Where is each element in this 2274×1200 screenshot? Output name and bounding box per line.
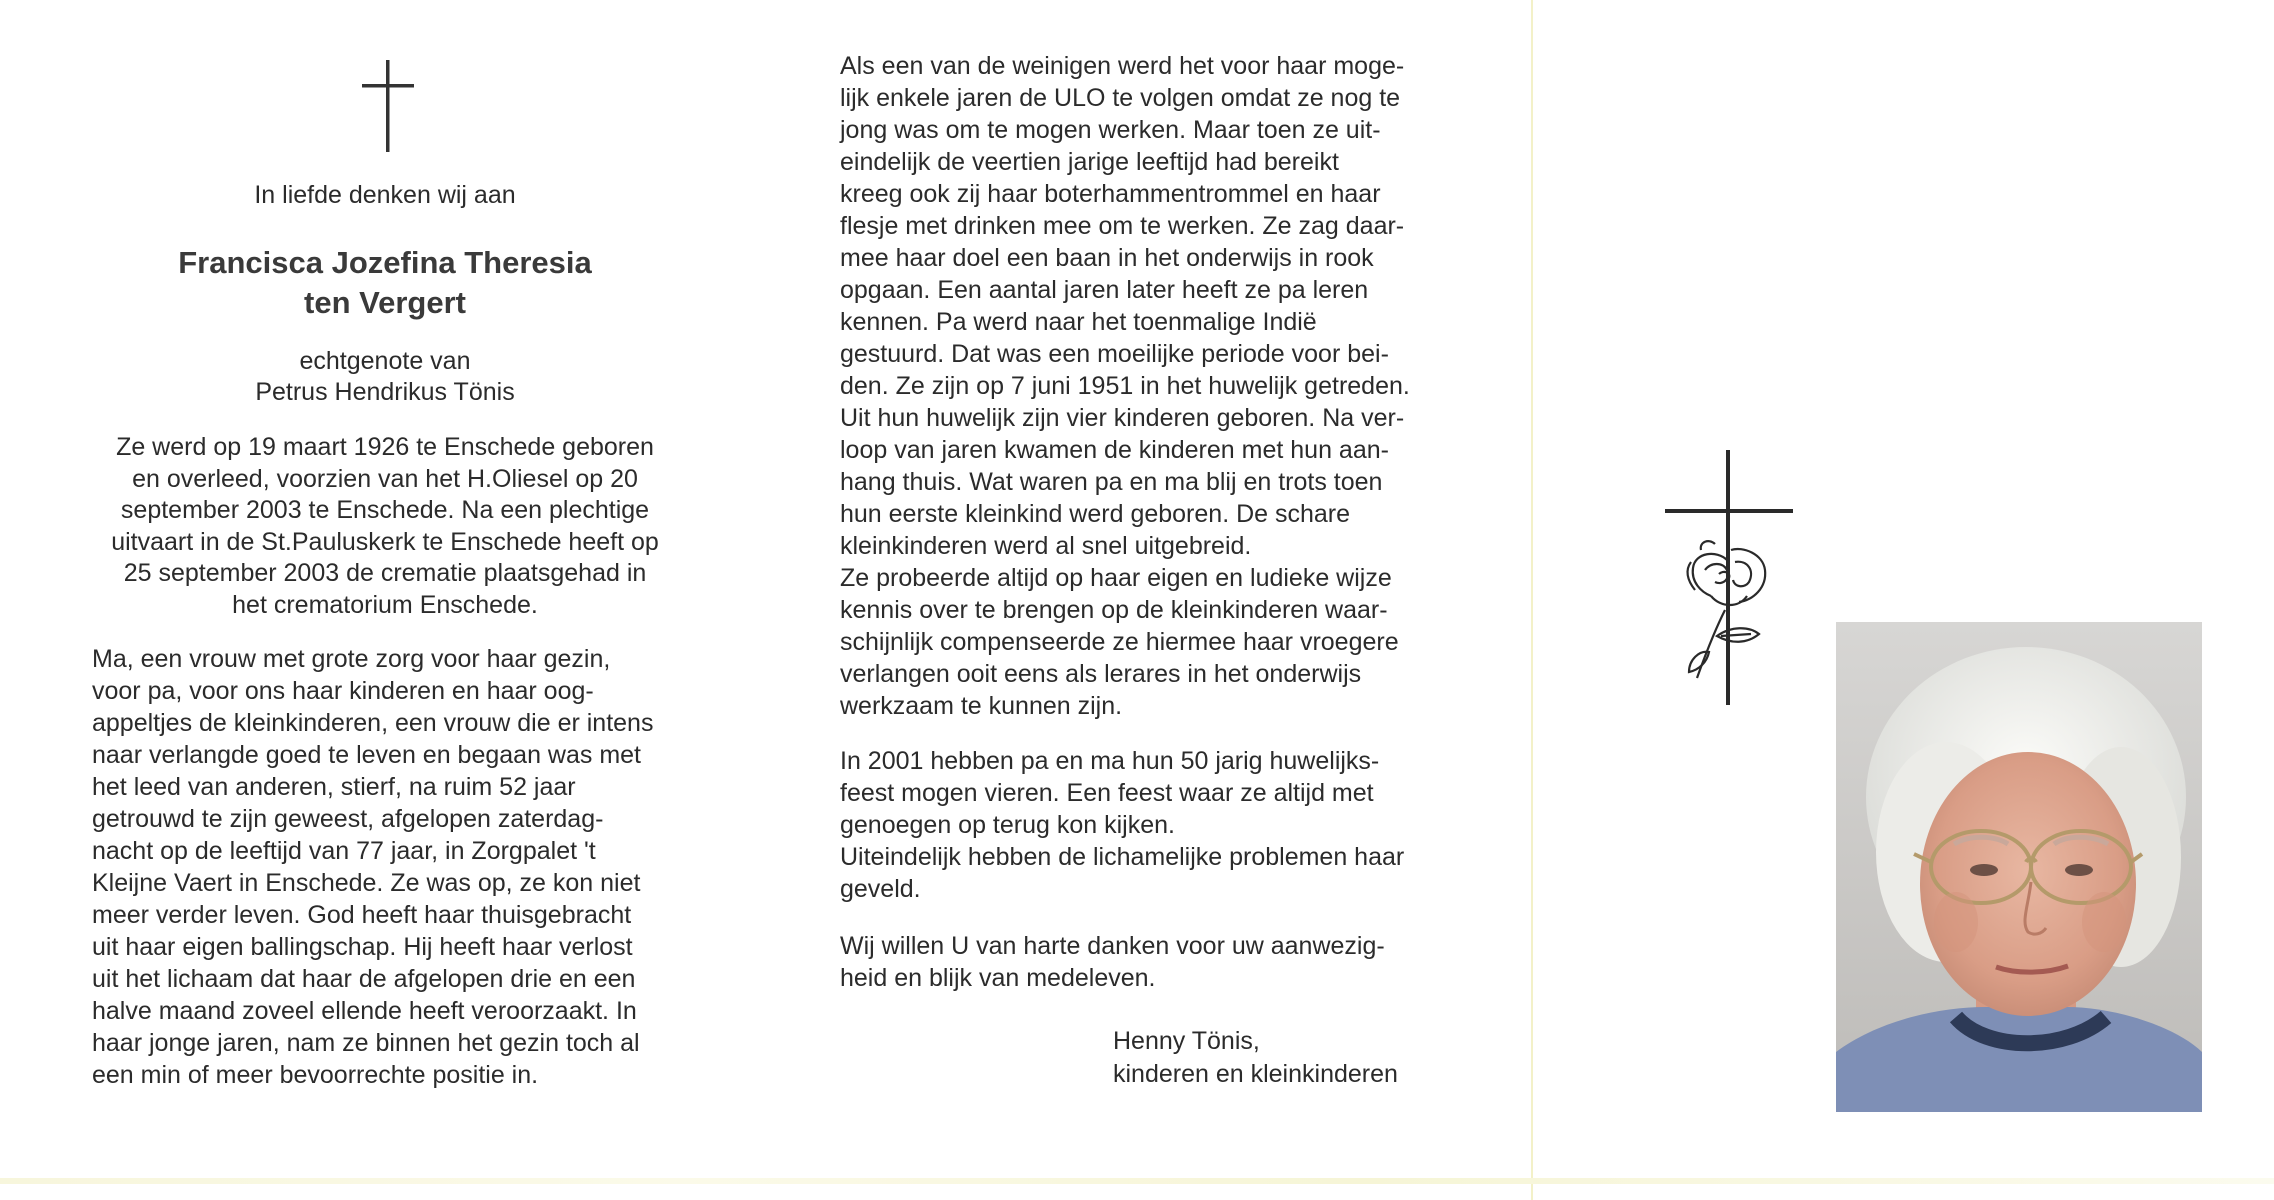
thanks-paragraph bbox=[840, 930, 1434, 994]
text-line: geveld. bbox=[840, 875, 921, 903]
text-line: 25 september 2003 de crematie plaatsgehad in bbox=[123, 559, 647, 587]
signature-name: Henny Tönis, bbox=[1113, 1027, 1260, 1055]
text-line: uitvaart in de St.Pauluskerk te Enschede heeft op bbox=[111, 527, 659, 556]
cross-with-rose-icon bbox=[1665, 450, 1795, 710]
spouse-block bbox=[80, 346, 690, 408]
text-line: voor pa, voor ons haar kinderen en haar oog- bbox=[92, 677, 594, 705]
portrait-illustration bbox=[1836, 622, 2202, 1112]
cross-icon bbox=[360, 58, 416, 154]
text-line: Ma, een vrouw met grote zorg voor haar gezin, bbox=[92, 645, 611, 673]
text-line: den. Ze zijn op 7 juni 1951 in het huwelijk getreden. bbox=[840, 372, 1410, 400]
text-line: naar verlangde goed te leven en begaan was met bbox=[92, 741, 641, 769]
deceased-name-line: Francisca Jozefina Theresia bbox=[178, 245, 592, 280]
deceased-name bbox=[80, 243, 690, 323]
text-line: uit het lichaam dat haar de afgelopen drie en een bbox=[92, 965, 636, 993]
text-line: eindelijk de veertien jarige leeftijd had bereikt bbox=[840, 148, 1339, 176]
text-line: getrouwd te zijn geweest, afgelopen zaterdag- bbox=[92, 805, 604, 833]
text-line: september 2003 te Enschede. Na een plechtige bbox=[120, 496, 650, 524]
text-line: feest mogen vieren. Een feest waar ze altijd met bbox=[840, 779, 1374, 807]
text-line: uit haar eigen ballingschap. Hij heeft haar verlost bbox=[92, 933, 633, 961]
text-line: flesje met drinken mee om te werken. Ze zag daar- bbox=[840, 212, 1405, 240]
text-line: kleinkinderen werd al snel uitgebreid. bbox=[840, 532, 1252, 560]
text-line: kreeg ook zij haar boterhammentrommel en haar bbox=[840, 180, 1381, 208]
intro-text: In liefde denken wij aan bbox=[254, 181, 516, 209]
text-line: Als een van de weinigen werd het voor haar moge- bbox=[840, 52, 1405, 80]
text-line: Ze werd op 19 maart 1926 te Enschede geboren bbox=[116, 433, 654, 461]
text-line: loop van jaren kwamen de kinderen met hun aan- bbox=[840, 436, 1389, 464]
card-bottom-edge bbox=[0, 1178, 2274, 1184]
text-line: Wij willen U van harte danken voor uw aanwezig- bbox=[840, 932, 1385, 960]
text-line: halve maand zoveel ellende heeft veroorzaakt. In bbox=[92, 997, 637, 1025]
text-line: genoegen op terug kon kijken. bbox=[840, 811, 1175, 839]
text-line: heid en blijk van medeleven. bbox=[840, 964, 1156, 992]
text-line: schijnlijk compenseerde ze hiermee haar vroegere bbox=[840, 628, 1399, 656]
tribute-paragraph bbox=[92, 643, 690, 1091]
text-line: mee haar doel een baan in het onderwijs in rook bbox=[840, 244, 1374, 272]
deceased-name-line: ten Vergert bbox=[304, 285, 466, 320]
signature-family: kinderen en kleinkinderen bbox=[1113, 1060, 1398, 1088]
text-line: kennis over te brengen op de kleinkinderen waar- bbox=[840, 596, 1388, 624]
text-line: appeltjes de kleinkinderen, een vrouw die er intens bbox=[92, 709, 654, 737]
text-line: Uit hun huwelijk zijn vier kinderen geboren. Na ver- bbox=[840, 404, 1405, 432]
text-line: hun eerste kleinkind werd geboren. De schare bbox=[840, 500, 1351, 528]
text-line: hang thuis. Wat waren pa en ma blij en trots toen bbox=[840, 468, 1383, 496]
text-line: meer verder leven. God heeft haar thuisgebracht bbox=[92, 901, 632, 929]
text-line: lijk enkele jaren de ULO te volgen omdat ze nog te bbox=[840, 84, 1401, 112]
anniversary-paragraph bbox=[840, 745, 1434, 905]
text-line: werkzaam te kunnen zijn. bbox=[840, 692, 1123, 720]
text-line: opgaan. Een aantal jaren later heeft ze pa leren bbox=[840, 276, 1369, 304]
text-line: het crematorium Enschede. bbox=[232, 590, 538, 619]
text-line: gestuurd. Dat was een moeilijke periode voor bei- bbox=[840, 340, 1389, 368]
text-line: het leed van anderen, stierf, na ruim 52 jaar bbox=[92, 773, 576, 801]
text-line: verlangen ooit eens als lerares in het onderwijs bbox=[840, 660, 1362, 688]
life-dates-paragraph bbox=[80, 432, 690, 621]
spouse-name: Petrus Hendrikus Tönis bbox=[255, 378, 515, 406]
signature-block bbox=[1113, 1025, 1433, 1091]
text-line: nacht op de leeftijd van 77 jaar, in Zorgpalet 't bbox=[92, 837, 596, 865]
life-story-paragraph bbox=[840, 50, 1434, 722]
card-fold-line bbox=[1531, 0, 1533, 1200]
text-line: Uiteindelijk hebben de lichamelijke problemen haar bbox=[840, 843, 1405, 871]
text-line: kennen. Pa werd naar het toenmalige Indië bbox=[840, 308, 1317, 336]
text-line: haar jonge jaren, nam ze binnen het gezin toch al bbox=[92, 1029, 640, 1057]
text-line: en overleed, voorzien van het H.Oliesel op 20 bbox=[132, 464, 638, 493]
text-line: een min of meer bevoorrechte positie in. bbox=[92, 1061, 539, 1089]
portrait-photo bbox=[1836, 622, 2202, 1112]
text-line: Kleijne Vaert in Enschede. Ze was op, ze kon niet bbox=[92, 869, 641, 897]
spouse-label: echtgenote van bbox=[299, 347, 471, 375]
text-line: jong was om te mogen werken. Maar toen ze uit- bbox=[840, 116, 1381, 144]
text-line: Ze probeerde altijd op haar eigen en ludieke wijze bbox=[840, 564, 1392, 592]
text-line: In 2001 hebben pa en ma hun 50 jarig huwelijks- bbox=[840, 747, 1380, 775]
